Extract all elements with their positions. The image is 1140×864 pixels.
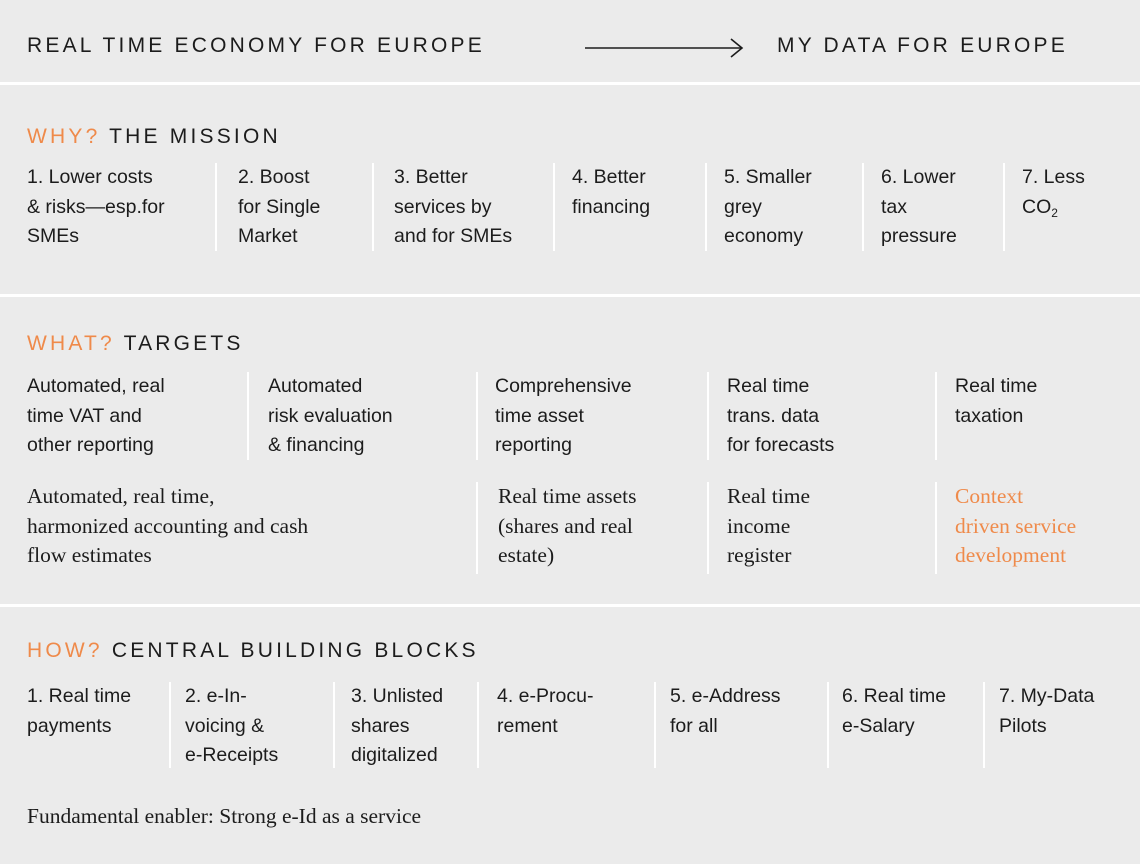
target-outcome: Real time assets (shares and real estate) <box>476 482 643 574</box>
separator-1 <box>0 82 1140 85</box>
mission-title: THE MISSION <box>109 125 281 148</box>
block-item: 2. e-In- voicing & e-Receipts <box>169 682 284 768</box>
header-left-title: REAL TIME ECONOMY FOR EUROPE <box>27 34 485 57</box>
mission-item: 1. Lower costs & risks—esp.for SMEs <box>27 166 165 247</box>
targets-title: TARGETS <box>123 332 244 355</box>
blocks-question: HOW? <box>27 639 103 662</box>
target-outcome-highlight: Context driven service development <box>935 482 1082 574</box>
fundamental-enabler: Fundamental enabler: Strong e-Id as a service <box>27 804 422 828</box>
target-item: Real time taxation <box>935 372 1043 460</box>
targets-question: WHAT? <box>27 332 115 355</box>
co2-subscript: 2 <box>1051 205 1058 220</box>
target-item: Comprehensive time asset reporting <box>476 372 638 460</box>
targets-heading <box>27 332 244 356</box>
block-item: 4. e-Procu- rement <box>477 682 599 768</box>
block-item: 5. e-Address for all <box>654 682 787 768</box>
blocks-title: CENTRAL BUILDING BLOCKS <box>111 639 479 662</box>
target-item: Automated, real time VAT and other reporting <box>27 375 165 456</box>
block-item: 6. Real time e-Salary <box>827 682 952 768</box>
mission-item-co2 <box>1003 163 1091 251</box>
mission-item-co2-main: 7. Less CO <box>1022 166 1085 218</box>
mission-item: 2. Boost for Single Market <box>215 163 326 251</box>
separator-3 <box>0 604 1140 607</box>
separator-2 <box>0 294 1140 297</box>
target-outcome: Automated, real time, harmonized accounting and cash flow estimates <box>27 484 309 567</box>
header-right-title: MY DATA FOR EUROPE <box>777 34 1068 57</box>
mission-item: 4. Better financing <box>553 163 656 251</box>
target-outcome: Real time income register <box>707 482 816 574</box>
mission-question: WHY? <box>27 125 101 148</box>
mission-item: 3. Better services by and for SMEs <box>372 163 518 251</box>
block-item: 7. My-Data Pilots <box>983 682 1100 768</box>
right-arrow-icon <box>585 36 745 60</box>
mission-item: 5. Smaller grey economy <box>705 163 818 251</box>
blocks-heading <box>27 639 479 663</box>
block-item: 1. Real time payments <box>27 685 132 737</box>
block-item: 3. Unlisted shares digitalized <box>333 682 449 768</box>
mission-item: 6. Lower tax pressure <box>862 163 963 251</box>
mission-heading <box>27 125 281 149</box>
target-item: Automated risk evaluation & financing <box>247 372 399 460</box>
target-item: Real time trans. data for forecasts <box>707 372 840 460</box>
